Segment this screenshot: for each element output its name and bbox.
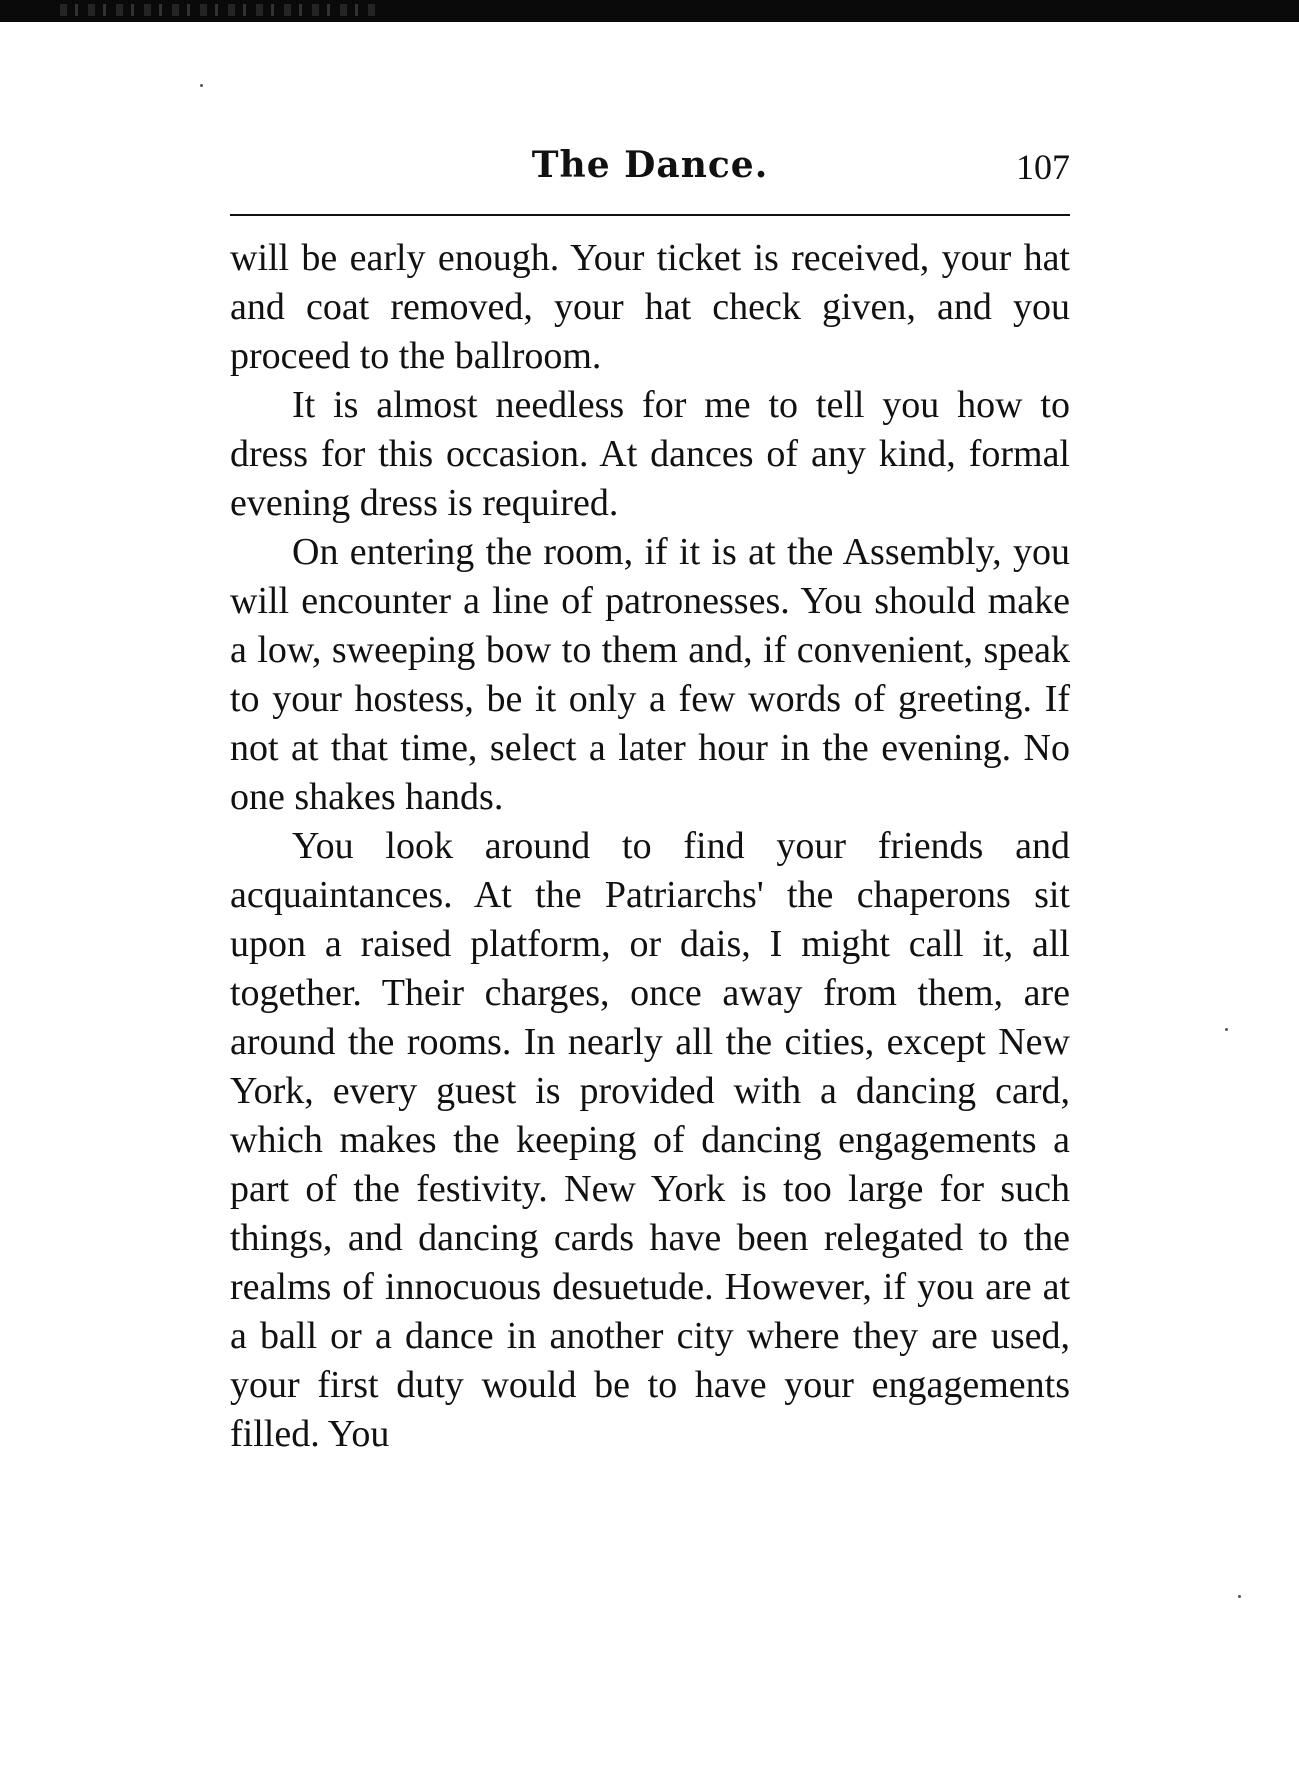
paragraph-2: It is almost needless for me to tell you how to dress for this occasion. At dances of any kind, formal evening dress is required. — [230, 384, 1070, 524]
running-head-title: The Dance. — [531, 144, 769, 186]
scan-speck — [1238, 1595, 1241, 1598]
scan-speck — [1225, 1028, 1228, 1031]
running-head — [230, 140, 1070, 200]
paragraph-1: will be early enough. Your ticket is received, your hat and coat removed, your hat check given, and you proceed to the ballroom. — [230, 237, 1070, 377]
paragraph-4: You look around to find your friends and acquaintances. At the Patriarchs' the chaperons sit upon a raised platform, or dais, I might call it, all together. Their charges, once away from them, are around the rooms. In nearly all the cities, except New York, every guest is provided with a dancing card, which makes the keeping of dancing engagements a part of the festivity. New York is too large for such things, and dancing cards have been relegated to the realms of innocuous desuetude. However, if you are at a ball or a dance in another city where they are used, your first duty would be to have your engagements filled. You — [230, 825, 1070, 1455]
scan-speck — [200, 84, 203, 87]
header-rule — [230, 214, 1070, 216]
paragraph-3: On entering the room, if it is at the Assembly, you will encounter a line of patronesses. You should make a low, sweeping bow to them and, if convenient, speak to your hostess, be it only a few words of greeting. If not at that time, select a later hour in the evening. No one shakes hands. — [230, 531, 1070, 818]
page-number: 107 — [1016, 147, 1070, 187]
page-body — [230, 234, 1070, 1459]
scan-edge-bar — [0, 0, 1299, 22]
scan-edge-noise — [60, 4, 380, 16]
